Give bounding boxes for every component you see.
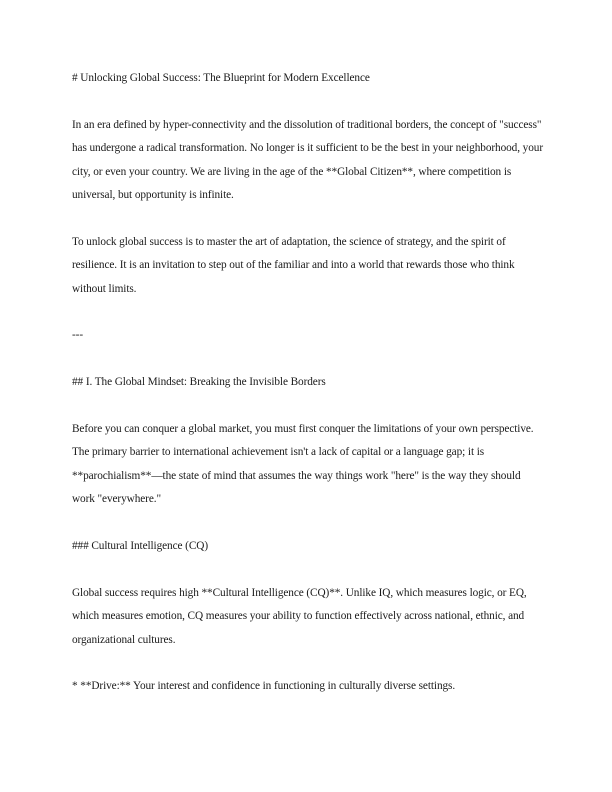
spacer <box>72 512 544 535</box>
intro-paragraph: To unlock global success is to master the art of adaptation, the science of strategy, and the spirit of resilience. It is an invitation to step out of the familiar and into a world that rewards those who think without limits. <box>72 235 515 295</box>
spacer <box>72 348 544 371</box>
horizontal-rule-text: --- <box>72 329 83 342</box>
subsection-heading: ### Cultural Intelligence (CQ) <box>72 540 208 553</box>
spacer <box>72 395 544 418</box>
intro-paragraph: In an era defined by hyper-connectivity and the dissolution of traditional borders, the concept of "success" has undergone a radical transformation. No longer is it sufficient to be the best in your neighborhood, your city, or even your country. We are living in the age of the **Global Citizen**, where competition is universal, but opportunity is infinite. <box>72 118 543 202</box>
spacer <box>72 207 544 230</box>
bullet-item: * **Drive:** Your interest and confidence in functioning in culturally diverse settings. <box>72 680 456 693</box>
spacer <box>72 301 544 324</box>
document-body <box>72 67 544 699</box>
section-paragraph: Before you can conquer a global market, you must first conquer the limitations of your own perspective. The primary barrier to international achievement isn't a lack of capital or a language gap; it is **parochialism**—the state of mind that assumes the way things work "here" is the way they should work "everywhere." <box>72 423 534 506</box>
spacer <box>72 652 544 675</box>
subsection-paragraph: Global success requires high **Cultural Intelligence (CQ)**. Unlike IQ, which measures logic, or EQ, which measures emotion, CQ measures your ability to function effectively across national, ethnic, and organizational cultures. <box>72 586 527 646</box>
spacer <box>72 90 544 113</box>
spacer <box>72 558 544 581</box>
section-heading: ## I. The Global Mindset: Breaking the Invisible Borders <box>72 376 326 389</box>
document-title: # Unlocking Global Success: The Blueprint for Modern Excellence <box>72 72 370 84</box>
